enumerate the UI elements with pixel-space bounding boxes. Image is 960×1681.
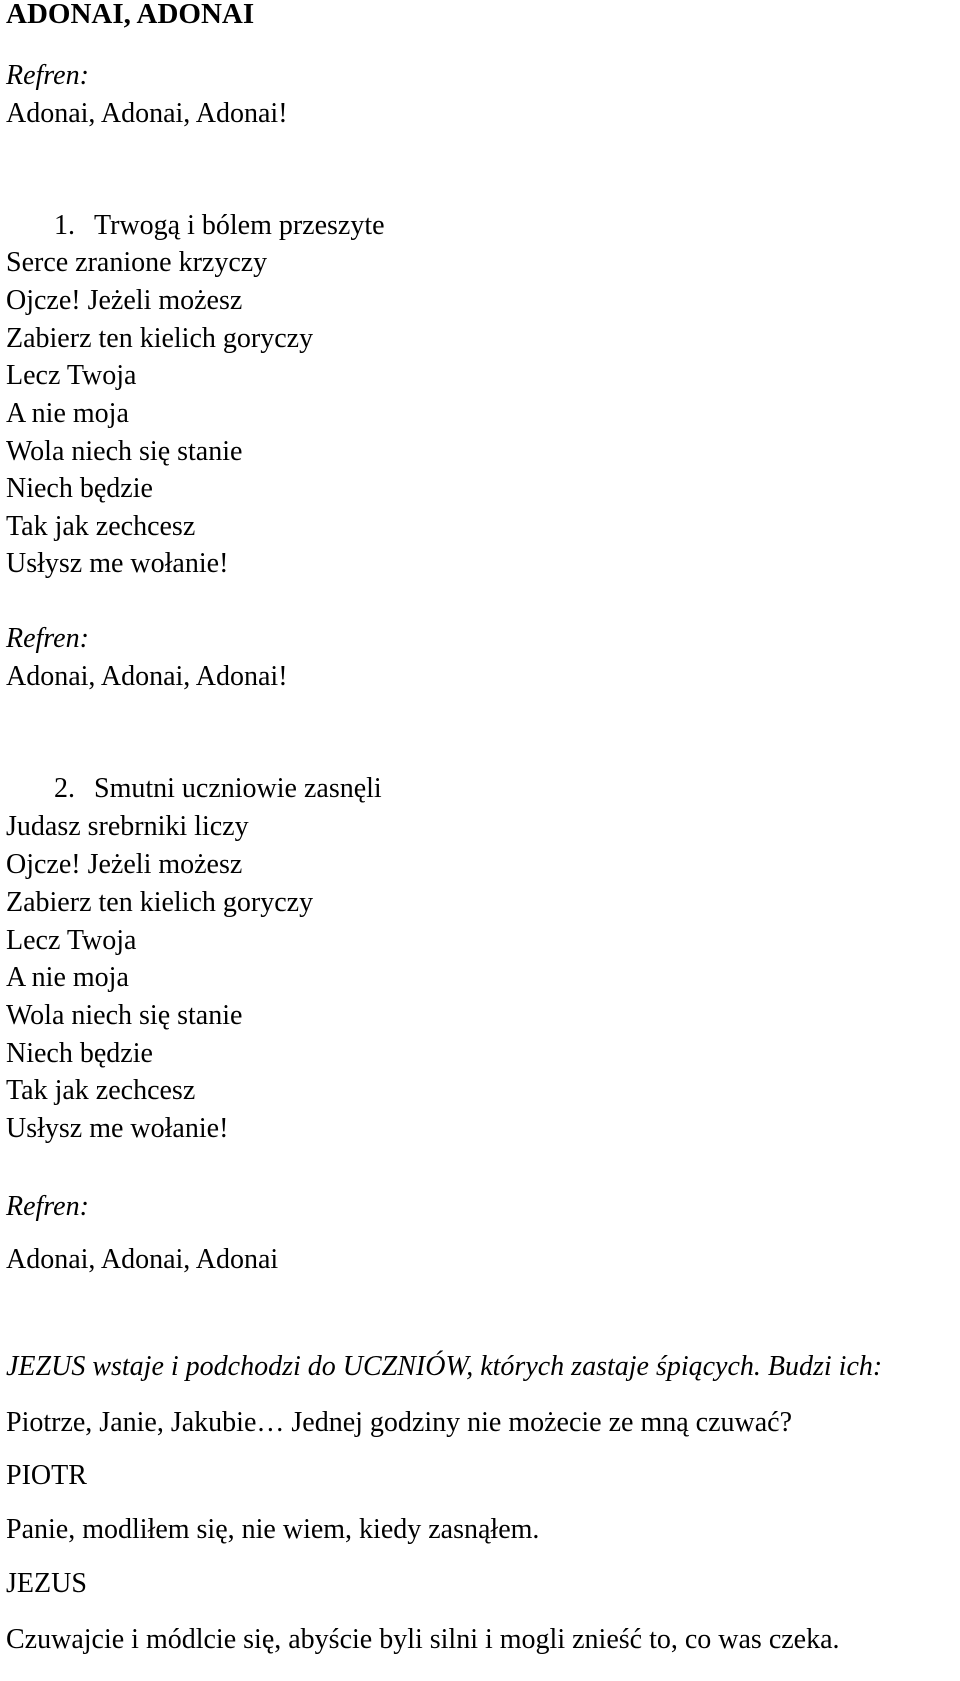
verse-number: 1. [54, 210, 75, 241]
verse-line: A nie moja [6, 962, 129, 993]
refren-label: Refren: [6, 623, 89, 654]
speaker-name: JEZUS [6, 1568, 87, 1599]
verse-line: Lecz Twoja [6, 925, 137, 956]
stage-direction: JEZUS wstaje i podchodzi do UCZNIÓW, których zastaje śpiących. Budzi ich: [6, 1351, 883, 1382]
refren-text: Adonai, Adonai, Adonai! [6, 661, 288, 692]
verse-line: Serce zranione krzyczy [6, 247, 268, 278]
verse-line: Ojcze! Jeżeli możesz [6, 285, 243, 316]
dialogue-line: Piotrze, Janie, Jakubie… Jednej godziny nie możecie ze mną czuwać? [6, 1407, 793, 1438]
verse-line: Zabierz ten kielich goryczy [6, 887, 314, 918]
verse-line: Tak jak zechcesz [6, 1075, 196, 1106]
refren-text: Adonai, Adonai, Adonai! [6, 98, 288, 129]
verse-line-text: Trwogą i bólem przeszyte [94, 210, 385, 241]
speaker-name: PIOTR [6, 1460, 87, 1491]
verse-line: Lecz Twoja [6, 360, 137, 391]
verse-line [54, 212, 385, 240]
dialogue-line: Czuwajcie i módlcie się, abyście byli silni i mogli znieść to, co was czeka. [6, 1624, 840, 1655]
verse-line: Wola niech się stanie [6, 436, 243, 467]
refren-label: Refren: [6, 1191, 89, 1222]
verse-line: Tak jak zechcesz [6, 511, 196, 542]
verse-line: Ojcze! Jeżeli możesz [6, 849, 243, 880]
verse-line [54, 775, 382, 803]
page-title: ADONAI, ADONAI [6, 0, 255, 30]
verse-line: Judasz srebrniki liczy [6, 811, 249, 842]
verse-number: 2. [54, 773, 75, 804]
verse-line: A nie moja [6, 398, 129, 429]
verse-line: Zabierz ten kielich goryczy [6, 323, 314, 354]
verse-line: Niech będzie [6, 1038, 153, 1069]
verse-line: Usłysz me wołanie! [6, 548, 229, 579]
verse-line: Niech będzie [6, 473, 153, 504]
refren-text: Adonai, Adonai, Adonai [6, 1244, 279, 1275]
dialogue-line: Panie, modliłem się, nie wiem, kiedy zasnąłem. [6, 1514, 540, 1545]
verse-line: Usłysz me wołanie! [6, 1113, 229, 1144]
refren-label: Refren: [6, 60, 89, 91]
verse-line: Wola niech się stanie [6, 1000, 243, 1031]
verse-line-text: Smutni uczniowie zasnęli [94, 773, 382, 804]
